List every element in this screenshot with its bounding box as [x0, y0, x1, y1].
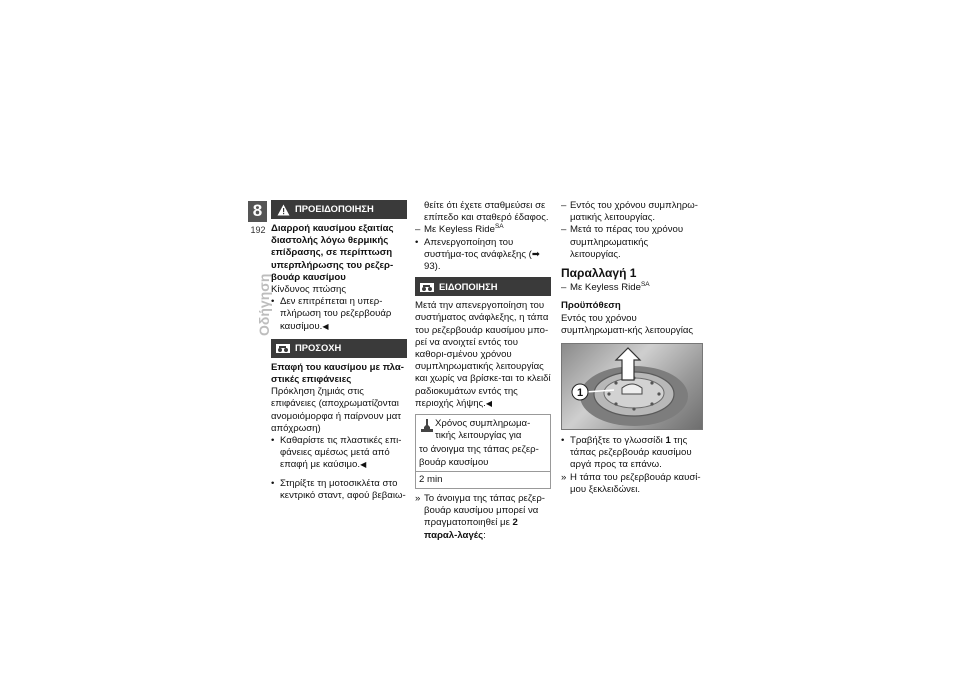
caution-heading: Επαφή του καυσίμου με πλα-στικές επιφάνειες: [271, 361, 404, 386]
warning-heading: Διαρροή καυσίμου εξαιτίας διαστολής λόγω θερμικής επίδρασης, σε περίπτωση υπερπλήρωσης του ρεζερ-βουάρ καυσίμου: [271, 223, 394, 283]
chapter-number: 8: [248, 201, 267, 222]
variant-dash-2: – Μετά το πέρας του χρόνου συμπληρωματικής λειτουργίας.: [561, 224, 701, 261]
variant-title: Παραλλαγή 1: [561, 266, 637, 281]
pull-text-a: Τραβήξτε το γλωσσίδι: [570, 435, 666, 447]
page-number: 192: [250, 225, 266, 235]
end-mark: ◀: [322, 321, 329, 331]
caution-banner: [271, 339, 407, 358]
column-1: [271, 200, 407, 502]
warning-triangle-icon: [271, 204, 295, 216]
notice-motorcycle-icon: [415, 281, 439, 293]
fuel-cap-photo: [561, 343, 703, 430]
warning-banner: [271, 200, 407, 219]
keyless-label-2: Με Keyless Ride: [570, 282, 641, 294]
result-text: Το άνοιγμα της τάπας ρεζερ-βουάρ καυσίμου μπορεί να πραγματοποιηθεί με: [424, 493, 545, 529]
warning-title: ΠΡΟΕΙΔΟΠΟΙΗΣΗ: [295, 203, 374, 215]
caution-text: Πρόκληση ζημιάς στις επιφάνειες (αποχρωματίζονται ανομοιόμορφα ή παίρνουν ματ απόχρωση): [271, 386, 402, 434]
warning-text: Κίνδυνος πτώσης: [271, 284, 346, 296]
pull-bullet: [561, 435, 701, 472]
tool-line-2: το άνοιγμα της τάπας ρεζερ-βουάρ καυσίμου: [419, 444, 539, 468]
notice-body: Μετά την απενεργοποίηση του συστήματος ανάφλεξης, η τάπα του ρεζερβουάρ καυσίμου μπο-ρεί να ανοιχτεί εντός του καθορι-σμένου χρόνου συμπληρωματικής λειτουργίας και χωρίς να βρίσκε-ται το κλειδί ραδιοκυμάτων εντός της περιοχής λήψης.: [415, 300, 551, 409]
keyless-condition: [415, 224, 551, 236]
caution-motorcycle-icon: [271, 342, 295, 354]
sa-badge: SA: [494, 223, 504, 231]
precondition-title: Προϋπόθεση: [561, 300, 621, 312]
stand-bullet: • Στηρίξτε τη μοτοσικλέτα στο κεντρικό σταντ, αφού βεβαιω-: [271, 478, 407, 502]
column-3: [561, 200, 701, 496]
result-line: [415, 493, 551, 542]
tool-line-1: Χρόνος συμπληρωμα-τικής λειτουργίας για: [435, 418, 531, 442]
tool-time: 2 min: [416, 471, 550, 488]
precondition-text: Εντός του χρόνου συμπληρωματι-κής λειτουργίας: [561, 312, 694, 336]
wrench-tool-icon: [419, 418, 435, 442]
end-mark: ◀: [485, 398, 492, 408]
deactivate-bullet: [415, 237, 551, 274]
result-tail: :: [483, 529, 486, 541]
unlock-result: » Η τάπα του ρεζερβουάρ καυσί-μου ξεκλειδώνει.: [561, 472, 701, 496]
caution-title: ΠΡΟΣΟΧΗ: [295, 342, 342, 354]
time-info-box: [415, 414, 551, 489]
page-reference: ➡ 93).: [424, 248, 540, 273]
caution-bullet: [271, 435, 407, 472]
pull-bold: 1: [665, 435, 671, 447]
caution-bullet-text: Καθαρίστε τις πλαστικές επι-φάνειες αμέσως μετά από επαφή με καύσιμο.: [280, 435, 402, 471]
warning-bullet-text: Δεν επιτρέπεται η υπερ-πλήρωση του ρεζερβουάρ καυσίμου.: [280, 296, 392, 332]
keyless-condition-2: [561, 282, 701, 294]
deactivate-text: Απενεργοποίηση του συστήμα-τος ανάφλεξης (: [424, 236, 532, 260]
notice-title: ΕΙΔΟΠΟΙΗΣΗ: [439, 280, 498, 292]
callout-1: 1: [576, 387, 584, 400]
notice-banner: [415, 277, 551, 296]
continued-text: θείτε ότι έχετε σταθμεύσει σε επίπεδο και σταθερό έδαφος.: [424, 200, 549, 224]
column-2: [415, 200, 551, 542]
fuel-cap-illustration: [562, 344, 702, 429]
notice-text: [415, 300, 551, 410]
sa-badge-2: SA: [640, 281, 650, 289]
pull-text-b: της τάπας ρεζερβουάρ καυσίμου αργά προς τα επάνω.: [570, 435, 692, 471]
result-bold: 2 παραλ-λαγές: [424, 517, 518, 541]
variant-dash-1: – Εντός του χρόνου συμπληρω-ματικής λειτουργίας.: [561, 200, 701, 224]
keyless-label: Με Keyless Ride: [424, 224, 495, 236]
end-mark: ◀: [360, 460, 367, 470]
warning-bullet: [271, 296, 407, 333]
chapter-title: Οδήγηση: [256, 273, 272, 336]
